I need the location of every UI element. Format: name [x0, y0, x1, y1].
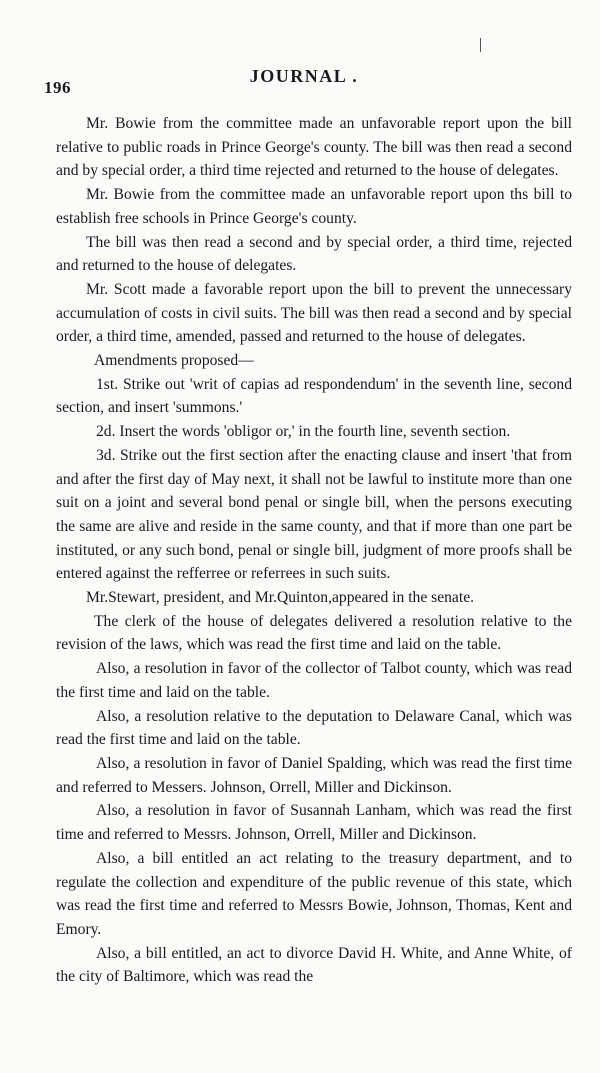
- paragraph-daniel-spalding: Also, a resolution in favor of Daniel Spalding, which was read the first time and referred to Messers. Johnson, Orrell, Miller and Dickinson.: [56, 754, 572, 796]
- paragraph-stewart-quinton: Mr.Stewart, president, and Mr.Quinton,appeared in the senate.: [86, 589, 475, 607]
- paragraph-susannah-lanham: Also, a resolution in favor of Susannah Lanham, which was read the first time and referred to Messrs. Johnson, Orrell, Miller and Dickinson.: [56, 802, 572, 844]
- amendment-1: 1st. Strike out 'writ of capias ad respondendum' in the seventh line, second section, and insert 'summons.': [56, 375, 572, 417]
- page-number: 196: [44, 78, 71, 97]
- paragraph-delaware-canal: Also, a resolution relative to the deputation to Delaware Canal, which was read the first time and laid on the table.: [56, 707, 572, 749]
- amendments-heading: Amendments proposed—: [94, 352, 254, 370]
- paragraph-bowie-schools: Mr. Bowie from the committee made an unfavorable report upon ths bill to establish free schools in Prince George's county.: [56, 186, 572, 227]
- paragraph-scott-report: Mr. Scott made a favorable report upon the bill to prevent the unnecessary accumulation of costs in civil suits. The bill was then read a second and by special order, a third time, amended, passed and returned to the house of delegates.: [56, 280, 572, 346]
- journal-text: [56, 112, 572, 989]
- paragraph-talbot-collector: Also, a resolution in favor of the collector of Talbot county, which was read the first time and laid on the table.: [56, 660, 572, 701]
- paragraph-bowie-roads: Mr. Bowie from the committee made an unfavorable report upon the bill relative to public roads in Prince George's county. The bill was then read a second and by special order, a third time rejected and returned to the house of delegates.: [56, 115, 572, 180]
- scan-mark-top: [480, 38, 481, 52]
- paragraph-divorce-bill: Also, a bill entitled, an act to divorce David H. White, and Anne White, of the city of Baltimore, which was read the: [56, 944, 572, 986]
- amendment-3: 3d. Strike out the first section after the enacting clause and insert 'that from and after the first day of May next, it shall not be lawful to institute more than one suit on a joint and several bond penal or single bill, when the persons executing the same are alive and reside in the same county, and that if more than one part be instituted, or any such bond, penal or single bill, judgment of more proofs shall be entered against the refferree or referrees in such suits.: [56, 446, 572, 583]
- paragraph-treasury-bill: Also, a bill entitled an act relating to the treasury department, and to regulate the collection and expenditure of the public revenue of this state, which was read the first time and referred to Messrs Bowie, Johnson, Thomas, Kent and Emory.: [56, 849, 572, 938]
- page-header: [38, 62, 570, 97]
- running-title: JOURNAL .: [249, 66, 359, 86]
- amendment-2: 2d. Insert the words 'obligor or,' in the fourth line, seventh section.: [96, 423, 511, 441]
- paragraph-schools-rejected: The bill was then read a second and by special order, a third time, rejected and returned to the house of delegates.: [56, 233, 572, 275]
- paragraph-clerk-resolution: The clerk of the house of delegates delivered a resolution relative to the revision of the laws, which was read the first time and laid on the table.: [56, 612, 572, 654]
